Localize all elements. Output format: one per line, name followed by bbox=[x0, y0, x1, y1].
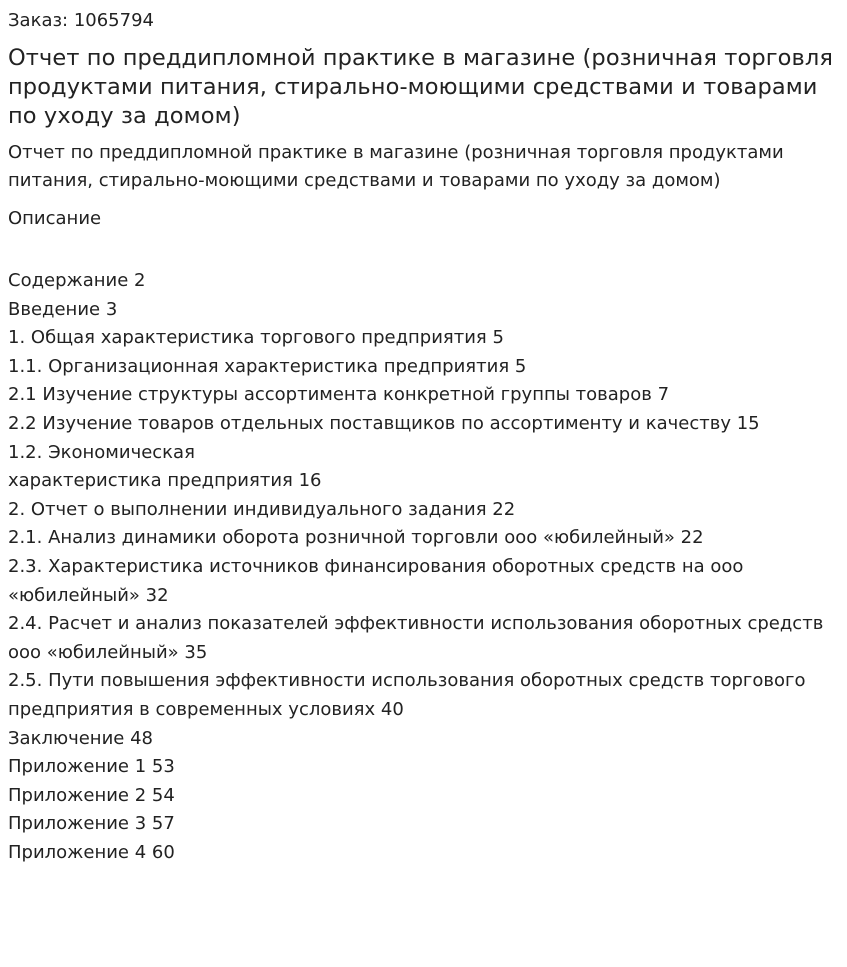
toc-item: 2.1. Анализ динамики оборота розничной торговли ооо «юбилейный» 22 bbox=[8, 527, 704, 549]
toc-item: Приложение 2 54 bbox=[8, 784, 175, 806]
table-of-contents bbox=[8, 267, 839, 867]
toc-item: 1. Общая характеристика торгового предприятия 5 bbox=[8, 327, 504, 349]
toc-item: Приложение 3 57 bbox=[8, 813, 175, 835]
page-title: Отчет по преддипломной практике в магазине (розничная торговля продуктами питания, стирально-моющими средствами и товарами по уходу за домом) bbox=[8, 45, 833, 129]
toc-item: Приложение 1 53 bbox=[8, 756, 175, 778]
page-subtitle: Отчет по преддипломной практике в магазине (розничная торговля продуктами питания, стирально-моющими средствами и товарами по уходу за домом) bbox=[8, 142, 784, 191]
toc-item: 2.3. Характеристика источников финансирования оборотных средств на ооо «юбилейный» 32 bbox=[8, 555, 744, 606]
toc-item: 2.2 Изучение товаров отдельных поставщиков по ассортименту и качеству 15 bbox=[8, 412, 760, 434]
toc-item: 2.4. Расчет и анализ показателей эффективности использования оборотных средств ооо «юбилейный» 35 bbox=[8, 613, 824, 663]
toc-item: Заключение 48 bbox=[8, 727, 153, 749]
toc-item: 2.5. Пути повышения эффективности использования оборотных средств торгового предприятия в современных условиях 40 bbox=[8, 670, 806, 720]
toc-item: Содержание 2 bbox=[8, 270, 146, 291]
order-number: Заказ: 1065794 bbox=[8, 10, 154, 31]
description-heading: Описание bbox=[8, 208, 102, 229]
toc-item: 1.2. Экономическая bbox=[8, 441, 195, 463]
toc-item: Введение 3 bbox=[8, 298, 118, 320]
toc-item: 2. Отчет о выполнении индивидуального задания 22 bbox=[8, 498, 516, 520]
toc-item: 1.1. Организационная характеристика предприятия 5 bbox=[8, 355, 527, 377]
toc-item: Приложение 4 60 bbox=[8, 841, 175, 863]
toc-item: 2.1 Изучение структуры ассортимента конкретной группы товаров 7 bbox=[8, 384, 670, 406]
toc-item: характеристика предприятия 16 bbox=[8, 470, 322, 492]
